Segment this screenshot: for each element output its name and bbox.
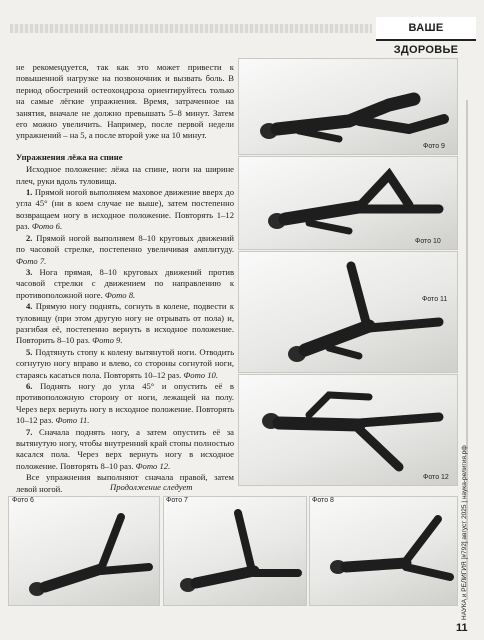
photo-9 — [238, 58, 458, 155]
exercise-7: 7. Сначала поднять ногу, а затем опустить её за вытянутую ногу, чтобы внутренний край стопы полностью касался пола. Через верх вернуть ногу в исходное положение. Повторять 8–10 раз. Фото 12. — [16, 426, 234, 471]
section-heading: Упражнения лёжа на спине — [16, 151, 123, 162]
photo-11 — [238, 251, 458, 373]
exercise-2: 2. Прямой ногой выполняем 8–10 круговых движений по часовой стрелке, постепенно увеличивая амплитуду. Фото 7. — [16, 232, 234, 266]
exercise-figure-icon — [239, 375, 457, 485]
section-title: ВАШЕ ЗДОРОВЬЕ — [376, 17, 476, 41]
photo-6-caption: Фото 6 — [12, 497, 34, 504]
exercise-6: 6. Поднять ногу до угла 45° и опустить её в противоположную сторону от ноги, лежащей на полу. Через верх вернуть ногу в исходное положение. Повторять 10–12 раз. Фото 11. — [16, 380, 234, 426]
exercise-figure-icon — [239, 157, 457, 249]
photo-6 — [8, 496, 160, 606]
start-position-paragraph: Исходное положение: лёжа на спине, ноги на ширине плеч, руки вдоль туловища. — [16, 164, 234, 186]
exercise-3: 3. Нога прямая, 8–10 круговых движений против часовой стрелки с движением по направлению к противоположной ноге. Фото 8. — [16, 266, 235, 300]
photo-10-caption: Фото 10 — [415, 238, 441, 245]
exercise-5: 5. Подтянуть стопу к колену вытянутой ноги. Отводить согнутую ногу вправо и влево, со стороны согнутой ноги, стараясь касаться пола. Повторять 10–12 раз. Фото 10. — [16, 346, 234, 380]
photo-8-caption: Фото 8 — [312, 497, 334, 504]
photo-12-caption: Фото 12 — [423, 474, 449, 481]
sidebar-journal-info: НАУКА и РЕЛИГИЯ [#792] август 2025 | наука-религия.рф — [461, 445, 468, 620]
exercise-figure-icon — [239, 59, 457, 154]
photo-7 — [163, 496, 307, 606]
photo-7-caption: Фото 7 — [166, 497, 188, 504]
photo-10 — [238, 156, 458, 250]
exercise-4: 4. Прямую ногу поднять, согнуть в колене, подвести к туловищу (при этом другую ногу не отрывать от пола) и, разгибая её, постепенно вернуть в исходное положение. Повторить 8–10 раз. Фото 9. — [16, 301, 234, 346]
intro-paragraph: не рекомендуется, так как это может привести к повышенной нагрузке на позвоночник и вызвать боль. В период обострений остеохондроза ориентируйтесь только на самые лёгкие упражнения. Время, затраченное на занятия, вначале не должно превышать 5–8 минут. Затем его можно увеличить. Например, после первой недели упражнений – на 5, а после второй уже на 10 минут. — [16, 62, 234, 141]
header-decorative-rule — [10, 24, 372, 33]
photo-12 — [238, 374, 458, 486]
continued-note: Продолжение следует — [110, 482, 193, 492]
exercise-figure-icon — [9, 497, 159, 605]
closing-paragraph: Все упражнения выполняют сначала правой, затем левой ногой. — [16, 472, 234, 494]
photo-8 — [309, 496, 458, 606]
exercise-figure-icon — [310, 497, 457, 605]
exercise-1: 1. Прямой ногой выполняем маховое движение вверх до угла 45° (ни в коем случае не выше), затем постепенно возвращаем ногу в исходное положение. Повторять 1–12 раз. Фото 6. — [16, 187, 234, 232]
photo-9-caption: Фото 9 — [423, 143, 445, 150]
exercise-figure-icon — [164, 497, 306, 605]
exercise-figure-icon — [239, 252, 457, 372]
article-text-column — [16, 62, 234, 495]
page-number: 11 — [456, 622, 468, 634]
photo-11-caption: Фото 11 — [422, 296, 448, 303]
